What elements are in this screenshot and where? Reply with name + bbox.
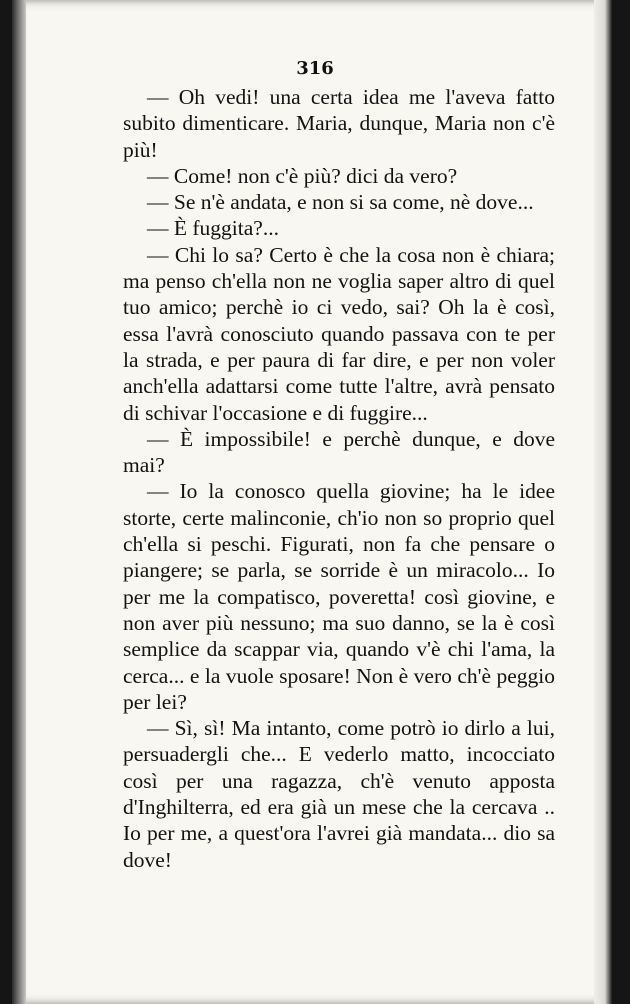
- paragraph: — Se n'è andata, e non si sa come, nè dove...: [147, 190, 534, 215]
- paragraph: — È fuggita?...: [147, 216, 279, 241]
- paragraph: — Come! non c'è più? dici da vero?: [147, 163, 458, 188]
- paragraph: — Io la conosco quella giovine; ha le idee storte, certe malinconie, ch'io non so proprio quel ch'ella si peschi. Figurati, non fa che pensare o piangere; se parla, se sorride è un miracolo... Io per me la compatisco, poveretta! così giovine, e non aver più nessuno; ma suo danno, se la è così semplice da scappar via, quando v'è chi l'ama, la cerca... e la vuole sposare! Non è vero ch'è peggio per lei?: [123, 479, 555, 714]
- page-number: 316: [296, 58, 334, 79]
- body-text: [123, 84, 555, 873]
- page-edge: [594, 0, 612, 1004]
- paragraph: — Chi lo sa? Certo è che la cosa non è chiara; ma penso ch'ella non ne voglia saper altro di quel tuo amico; perchè io ci vedo, sai? Oh la è così, essa l'avrà conosciuto quando passava con te per la strada, e per paura di far dire, e per non voler anch'ella adattarsi come tutte l'altre, avrà pensato di schivar l'occasione e di fuggire...: [123, 242, 555, 425]
- page-gutter-shadow: [12, 0, 26, 1004]
- paragraph: — È impossibile! e perchè dunque, e dove mai?: [123, 426, 555, 478]
- paragraph: — Sì, sì! Ma intanto, come potrò io dirlo a lui, persuadergli che... E vederlo matto, incocciato così per una ragazza, ch'è venuto apposta d'Inghilterra, ed era già un mese che la cercava .. Io per me, a quest'ora l'avrei già mandata... dio sa dove!: [123, 716, 555, 872]
- paragraph: — Oh vedi! una certa idea me l'aveva fatto subito dimenticare. Maria, dunque, Maria non c'è più!: [123, 85, 555, 162]
